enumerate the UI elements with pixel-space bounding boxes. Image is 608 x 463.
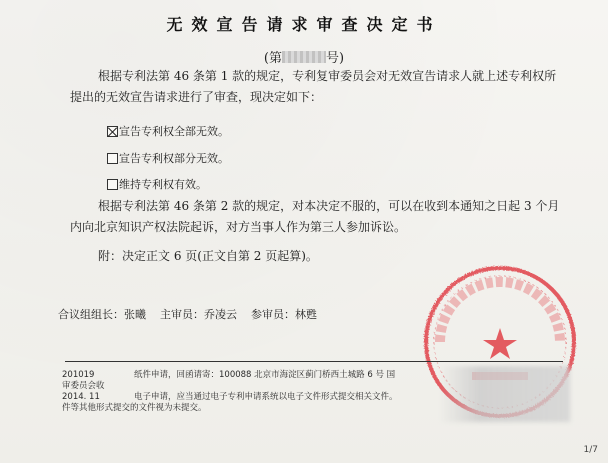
- option-label: 维持专利权有效。: [119, 178, 207, 191]
- paragraph-line: 根据专利法第 46 条第 1 款的规定，专利复审委员会对无效宣告请求人就上述专利权所: [98, 69, 557, 83]
- panel-members: 合议组组长：张曦 主审员：乔凌云 参审员：林甦: [58, 308, 317, 321]
- paragraph-line: 提出的无效宣告请求进行了审查，现决定如下：: [70, 90, 323, 104]
- footer-line: 审委员会收: [62, 381, 105, 391]
- page-number: 1/7: [583, 445, 598, 455]
- option-invalid-partial: [107, 150, 229, 166]
- footer-code: 2014. 11: [62, 392, 100, 402]
- appeal-paragraph: [70, 196, 590, 238]
- attachment-note: 附：决定正文 6 页(正文自第 2 页起算)。: [98, 249, 318, 263]
- footer-line: [62, 392, 398, 403]
- redacted-number: [282, 51, 326, 63]
- redacted-region: [440, 366, 570, 422]
- footer-text: 电子申请，应当通过电子专利申请系统以电子文件形式提交相关文件。: [134, 392, 398, 402]
- footer-text: 纸件申请，回函请寄：100088 北京市海淀区蓟门桥西土城路 6 号 国: [134, 370, 396, 380]
- option-invalid-all: [107, 123, 229, 139]
- option-label: 宣告专利权全部无效。: [119, 125, 229, 138]
- option-label: 宣告专利权部分无效。: [119, 152, 229, 165]
- decision-intro-paragraph: [70, 66, 570, 108]
- document-number: [0, 47, 608, 66]
- option-maintain-valid: [107, 176, 207, 192]
- document-title: 无效宣告请求审查决定书: [166, 15, 442, 34]
- footer-line: [62, 370, 395, 381]
- paragraph-line: 内向北京知识产权法院起诉，对方当事人作为第三人参加诉讼。: [70, 220, 407, 234]
- checkbox-unchecked-icon: [107, 179, 118, 190]
- footer-code: 201019: [62, 370, 95, 380]
- paragraph-line: 根据专利法第 46 条第 2 款的规定，对本决定不服的，可以在收到本通知之日起 3 个月: [98, 199, 560, 213]
- footer-line: 件等其他形式提交的文件视为未提交。: [62, 403, 207, 413]
- footer-divider: [65, 361, 563, 362]
- document-number-prefix: (第: [263, 51, 282, 66]
- checkbox-unchecked-icon: [107, 153, 118, 164]
- checkbox-checked-icon: [107, 126, 118, 137]
- document-number-suffix: 号): [326, 51, 345, 66]
